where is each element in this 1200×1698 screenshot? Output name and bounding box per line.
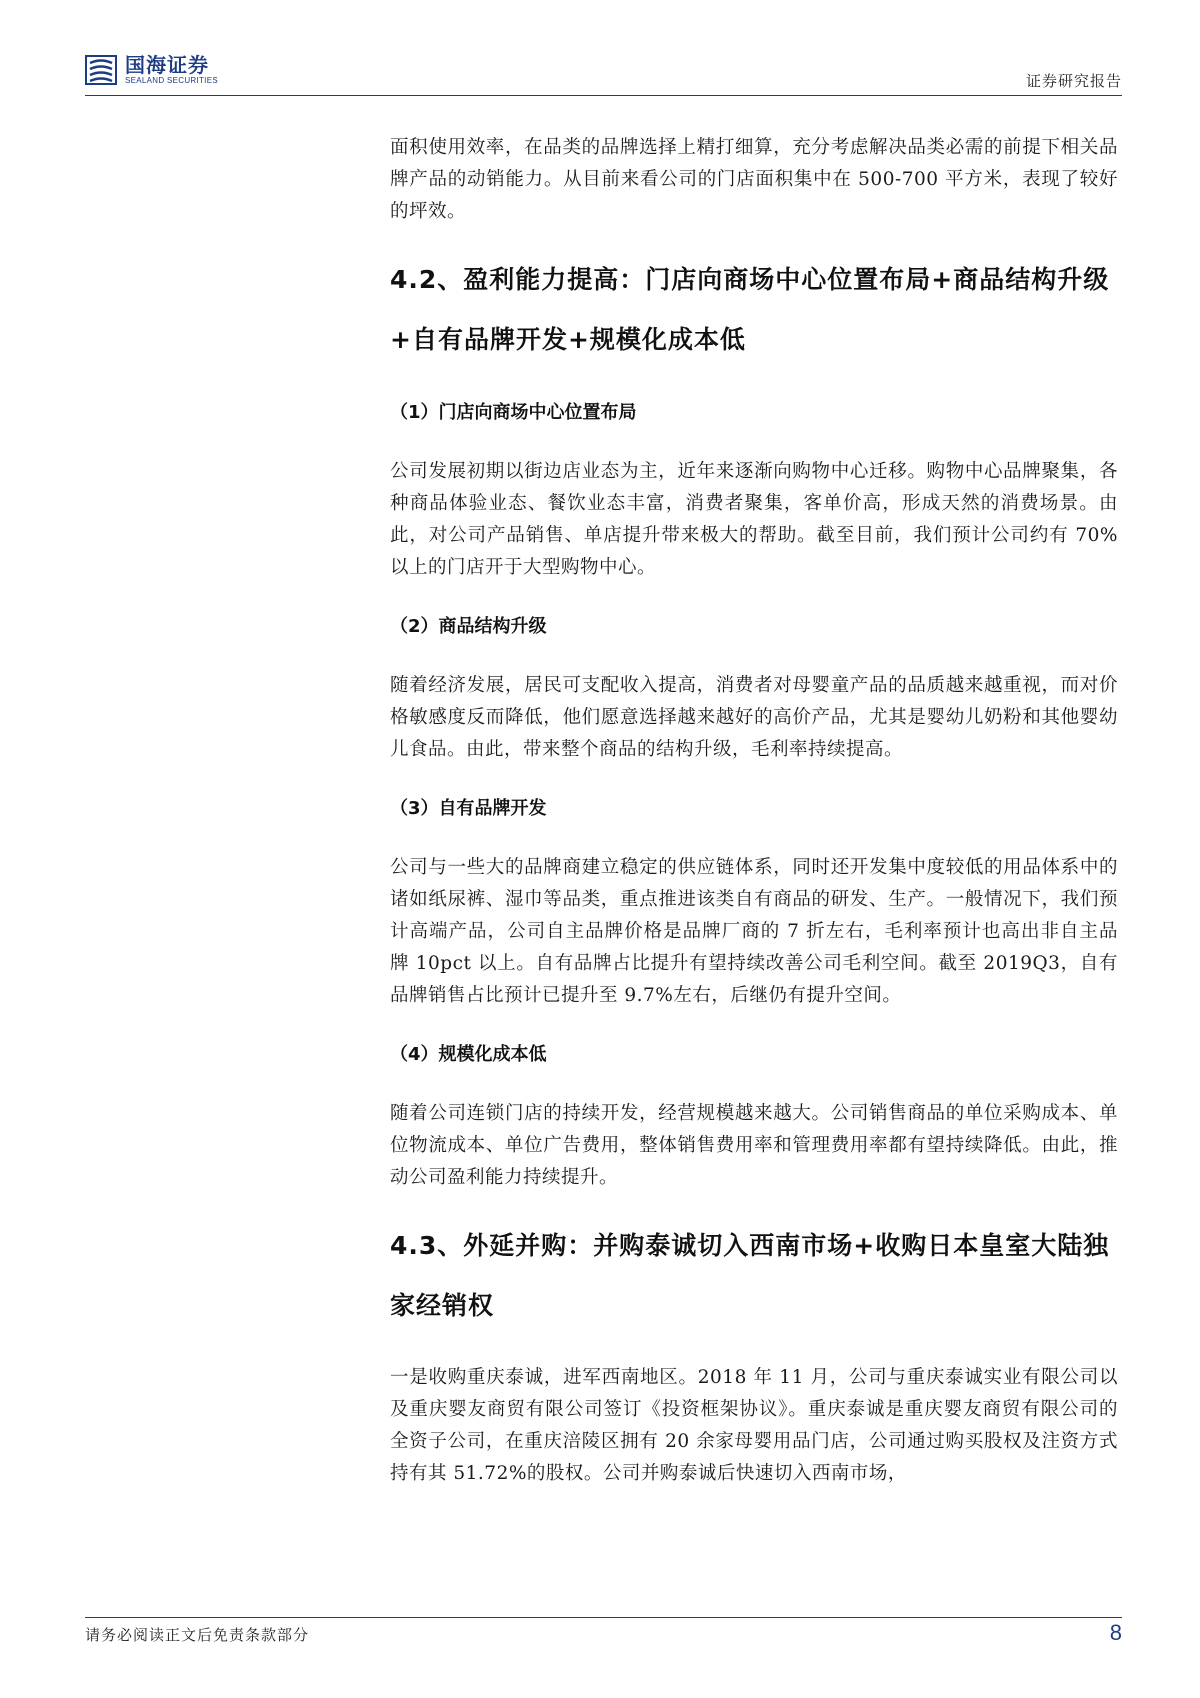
subsection-heading-3: （3）自有品牌开发 [390,798,547,819]
header-divider [85,95,1122,96]
sealand-logo-icon [85,54,117,86]
disclaimer-note: 请务必阅读正文后免责条款部分 [85,1626,310,1644]
page-header [85,52,1122,97]
subsection-heading-4: （4）规模化成本低 [390,1044,547,1065]
subsection-heading-2: （2）商品结构升级 [390,616,547,637]
company-logo [85,54,218,86]
subsection-paragraph-2: 随着经济发展，居民可支配收入提高，消费者对母婴童产品的品质越来越重视，而对价格敏感度反而降低，他们愿意选择越来越好的高价产品，尤其是婴幼儿奶粉和其他婴幼儿食品。由此，带来整个商品的结构升级，毛利率持续提高。 [390,675,1118,760]
report-body [390,132,1118,1490]
section-heading-4-3: 4.3、外延并购：并购泰诚切入西南市场+收购日本皇室大陆独家经销权 [390,1231,1110,1320]
subsection-paragraph-1: 公司发展初期以街边店业态为主，近年来逐渐向购物中心迁移。购物中心品牌聚集，各种商品体验业态、餐饮业态丰富，消费者聚集，客单价高，形成天然的消费场景。由此，对公司产品销售、单店提升带来极大的帮助。截至目前，我们预计公司约有 70%以上的门店开于大型购物中心。 [390,461,1118,578]
subsection-paragraph-4: 随着公司连锁门店的持续开发，经营规模越来越大。公司销售商品的单位采购成本、单位物流成本、单位广告费用，整体销售费用率和管理费用率都有望持续降低。由此，推动公司盈利能力持续提升。 [390,1103,1118,1188]
report-type-label: 证券研究报告 [1025,72,1122,90]
logo-chinese-name: 国海证券 [125,53,209,77]
section-heading-4-2: 4.2、盈利能力提高：门店向商场中心位置布局+商品结构升级+自有品牌开发+规模化成本低 [390,265,1110,354]
footer-divider [85,1617,1122,1618]
logo-english-name: SEALAND SECURITIES [125,76,218,85]
subsection-heading-1: （1）门店向商场中心位置布局 [390,402,637,423]
page-number: 8 [1109,1620,1122,1645]
section-paragraph-4-3: 一是收购重庆泰诚，进军西南地区。2018 年 11 月，公司与重庆泰诚实业有限公司以及重庆婴友商贸有限公司签订《投资框架协议》。重庆泰诚是重庆婴友商贸有限公司的全资子公司，在重庆涪陵区拥有 20 余家母婴用品门店，公司通过购买股权及注资方式持有其 51.72%的股权。公司并购泰诚后快速切入西南市场， [390,1367,1118,1484]
intro-paragraph: 面积使用效率，在品类的品牌选择上精打细算，充分考虑解决品类必需的前提下相关品牌产品的动销能力。从目前来看公司的门店面积集中在 500-700 平方米，表现了较好的坪效。 [390,137,1118,222]
subsection-paragraph-3: 公司与一些大的品牌商建立稳定的供应链体系，同时还开发集中度较低的用品体系中的诸如纸尿裤、湿巾等品类，重点推进该类自有商品的研发、生产。一般情况下，我们预计高端产品，公司自主品牌价格是品牌厂商的 7 折左右，毛利率预计也高出非自主品牌 10pct 以上。自有品牌占比提升有望持续改善公司毛利空间。截至 2019Q3，自有品牌销售占比预计已提升至 9.7%左右，后继仍有提升空间。 [390,857,1118,1006]
